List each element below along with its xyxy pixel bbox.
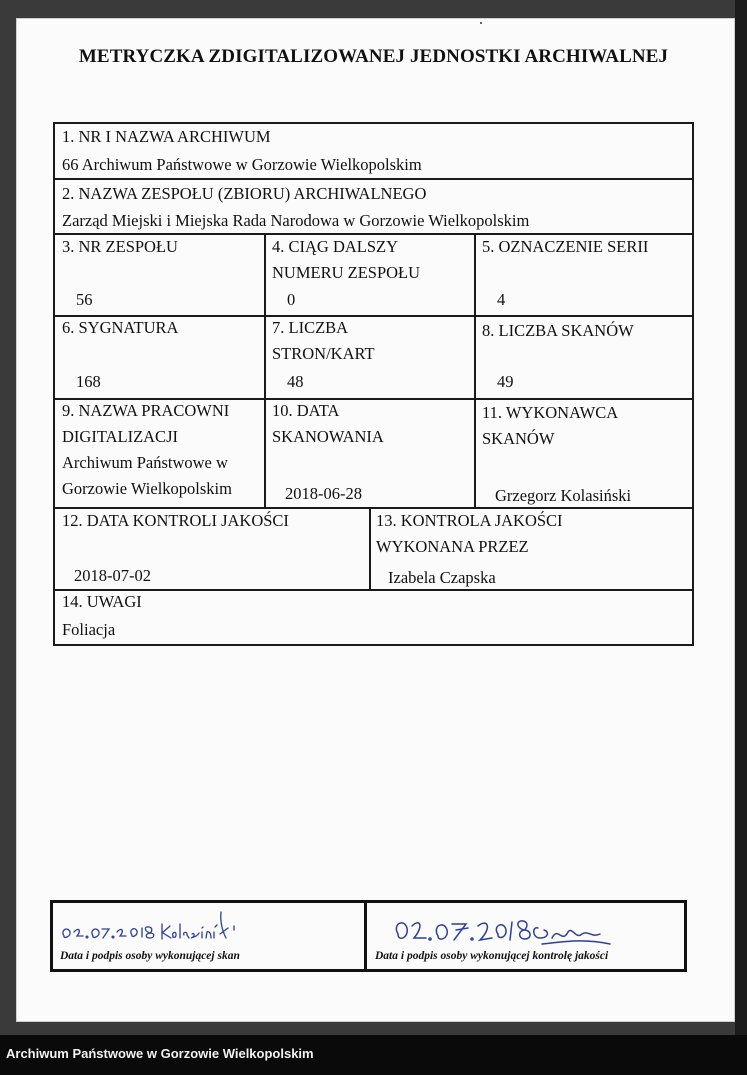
operator-label: 11. WYKONAWCA SKANÓW	[482, 403, 619, 448]
scans-label: 8. LICZBA SKANÓW	[482, 321, 634, 340]
pages-label: 7. LICZBA STRON/KART	[272, 318, 375, 363]
fonds-name-label: 2. NAZWA ZESPOŁU (ZBIORU) ARCHIWALNEGO	[62, 184, 427, 203]
scans-value: 49	[497, 372, 514, 391]
archive-value: 66 Archiwum Państwowe w Gorzowie Wielkopolskim	[62, 155, 422, 174]
lab-label: 9. NAZWA PRACOWNI DIGITALIZACJI Archiwum Państwowe w Gorzowie Wielkopolskim	[62, 398, 232, 502]
fonds-continuation-value: 0	[287, 290, 296, 309]
fonds-number-value: 56	[76, 290, 93, 309]
remarks-label: 14. UWAGI	[62, 592, 142, 611]
scan-speck	[480, 22, 482, 24]
qc-date-label: 12. DATA KONTROLI JAKOŚCI	[62, 511, 289, 530]
left-signature-caption: Data i podpis osoby wykonującej skan	[60, 950, 240, 962]
series-label: 5. OZNACZENIE SERII	[482, 237, 649, 256]
scan-date-value: 2018-06-28	[285, 484, 362, 503]
lab-value-line-2: Gorzowie Wielkopolskim	[62, 479, 232, 498]
fonds-continuation-label: 4. CIĄG DALSZY NUMERU ZESPOŁU	[272, 237, 421, 282]
lab-value-line-1: Archiwum Państwowe w	[62, 453, 228, 472]
right-signature-caption: Data i podpis osoby wykonującej kontrolę jakości	[375, 950, 609, 962]
signature-value: 168	[76, 372, 101, 391]
series-value: 4	[497, 290, 506, 309]
operator-value: Grzegorz Kolasiński	[495, 486, 632, 505]
archive-label: 1. NR I NAZWA ARCHIWUM	[62, 127, 271, 146]
scan-edge	[735, 0, 747, 1035]
archive-footer-bar	[0, 1035, 747, 1075]
signature-label: 6. SYGNATURA	[62, 318, 179, 337]
right-handwritten-signature	[392, 904, 622, 954]
scan-date-label: 10. DATA SKANOWANIA	[272, 401, 384, 446]
qc-by-label: 13. KONTROLA JAKOŚCI WYKONANA PRZEZ	[376, 511, 563, 556]
remarks-value: Foliacja	[62, 620, 116, 639]
archive-footer-name: Archiwum Państwowe w Gorzowie Wielkopolskim	[6, 1046, 314, 1061]
left-handwritten-signature	[58, 906, 258, 946]
qc-by-value: Izabela Czapska	[388, 568, 496, 587]
page-title: METRYCZKA ZDIGITALIZOWANEJ JEDNOSTKI ARCHIWALNEJ	[78, 46, 669, 67]
fonds-number-label: 3. NR ZESPOŁU	[62, 237, 178, 256]
qc-date-value: 2018-07-02	[74, 566, 151, 585]
pages-value: 48	[287, 372, 304, 391]
fonds-name-value: Zarząd Miejski i Miejska Rada Narodowa w Gorzowie Wielkopolskim	[62, 211, 530, 230]
